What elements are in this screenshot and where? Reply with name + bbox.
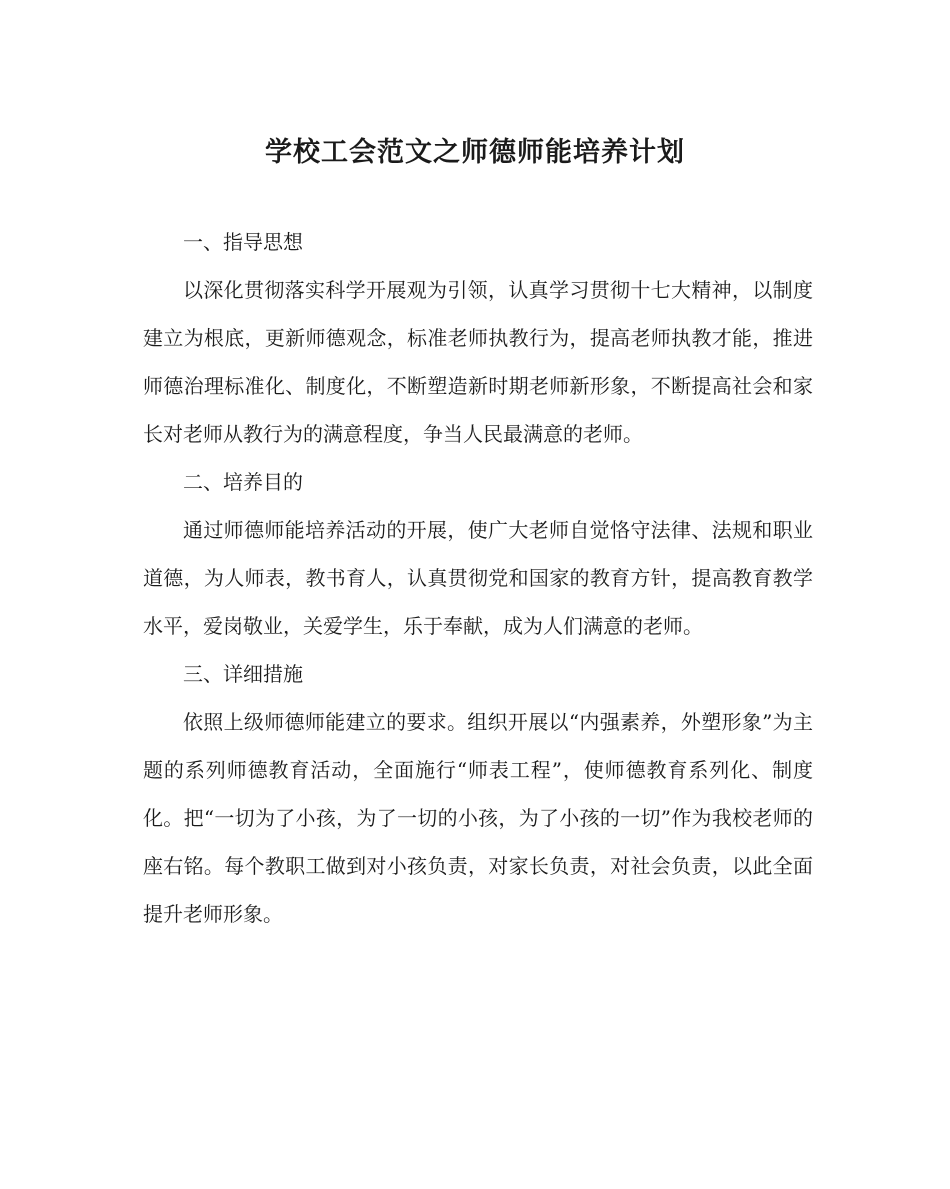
section-heading-training-goal: 二、培养目的	[183, 470, 303, 494]
document-body	[143, 218, 813, 938]
section-paragraph-detailed-measures: 依照上级师德师能建立的要求。组织开展以“内强素养，外塑形象”为主题的系列师德教育活动，全面施行“师表工程”，使师德教育系列化、制度化。把“一切为了小孩，为了一切的小孩，为了小孩的一切”作为我校老师的座右铭。每个教职工做到对小孩负责，对家长负责，对社会负责，以此全面提升老师形象。	[143, 710, 813, 926]
section-paragraph-guiding-thought: 以深化贯彻落实科学开展观为引领，认真学习贯彻十七大精神，以制度建立为根底，更新师德观念，标准老师执教行为，提高老师执教才能，推进师德治理标准化、制度化，不断塑造新时期老师新形象，不断提高社会和家长对老师从教行为的满意程度，争当人民最满意的老师。	[143, 278, 813, 446]
section-heading-detailed-measures: 三、详细措施	[183, 662, 303, 686]
section-paragraph-training-goal: 通过师德师能培养活动的开展，使广大老师自觉恪守法律、法规和职业道德，为人师表，教书育人，认真贯彻党和国家的教育方针，提高教育教学水平，爱岗敬业，关爱学生，乐于奉献，成为人们满意的老师。	[143, 518, 813, 638]
document-title: 学校工会范文之师德师能培养计划	[265, 137, 685, 168]
section-heading-guiding-thought: 一、指导思想	[183, 230, 303, 254]
